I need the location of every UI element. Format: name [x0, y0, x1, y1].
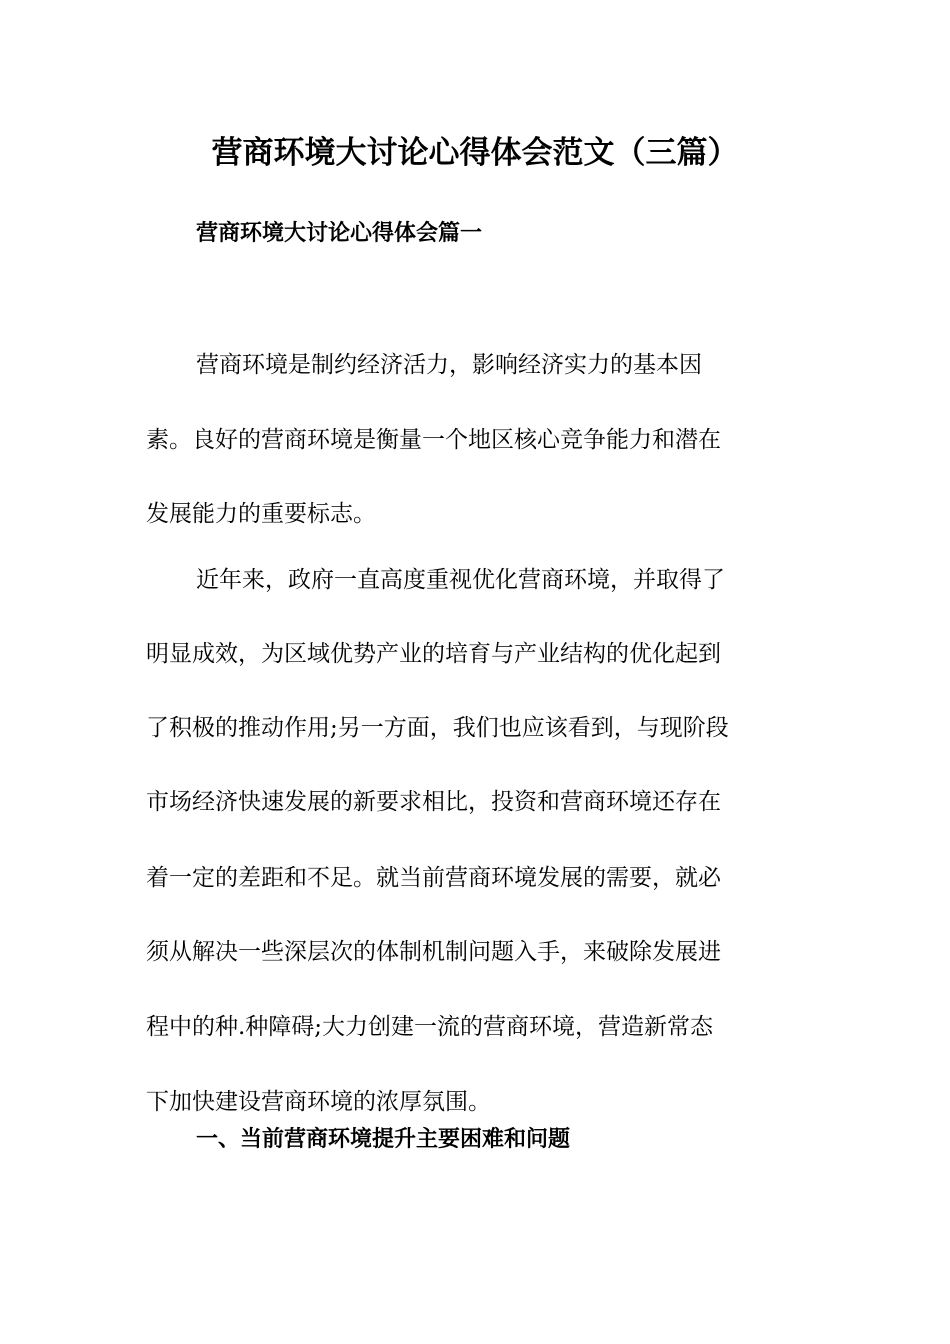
paragraph-line: 素。良好的营商环境是衡量一个地区核心竞争能力和潜在 [146, 427, 721, 453]
paragraph-line: 程中的种.种障碍;大力创建一流的营商环境，营造新常态 [146, 1014, 714, 1040]
paragraph-line: 明显成效，为区域优势产业的培育与产业结构的优化起到 [146, 641, 721, 667]
paragraph-line: 发展能力的重要标志。 [146, 501, 376, 527]
paragraph-line: 了积极的推动作用;另一方面，我们也应该看到，与现阶段 [146, 715, 729, 741]
paragraph-line: 营商环境是制约经济活力，影响经济实力的基本因 [196, 352, 702, 378]
paragraph-line: 市场经济快速发展的新要求相比，投资和营商环境还存在 [146, 789, 721, 815]
paragraph-line: 下加快建设营商环境的浓厚氛围。 [146, 1089, 491, 1115]
paragraph-line: 须从解决一些深层次的体制机制问题入手，来破除发展进 [146, 939, 721, 965]
paragraph-line: 近年来，政府一直高度重视优化营商环境，并取得了 [196, 567, 725, 593]
document-title: 营商环境大讨论心得体会范文（三篇） [211, 135, 739, 171]
section-heading: 营商环境大讨论心得体会篇一 [196, 221, 483, 246]
sub-heading: 一、当前营商环境提升主要困难和问题 [196, 1127, 571, 1152]
paragraph-line: 着一定的差距和不足。就当前营商环境发展的需要，就必 [146, 865, 721, 891]
